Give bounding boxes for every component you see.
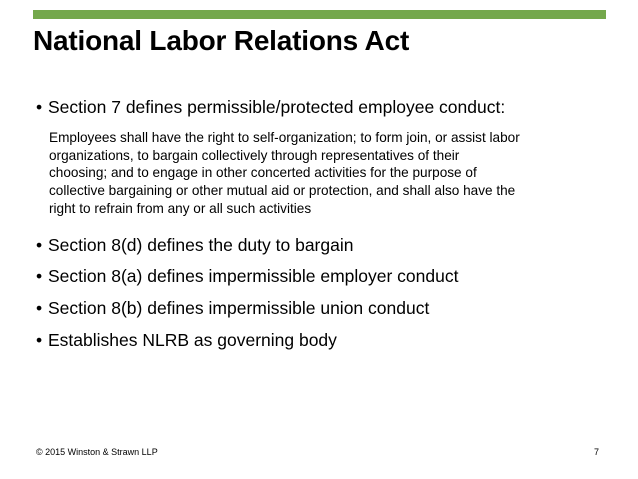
page-number: 7 <box>594 447 600 457</box>
bullet-section-8b <box>36 298 429 318</box>
quote-line: right to refrain from any or all such activities <box>49 200 312 216</box>
bullet-marker: • <box>36 266 43 286</box>
bullet-nlrb <box>36 330 337 350</box>
bullet-marker: • <box>36 235 43 255</box>
slide-title: National Labor Relations Act <box>33 25 410 56</box>
bullet-text: Section 8(b) defines impermissible union conduct <box>48 298 430 318</box>
bullet-text: Establishes NLRB as governing body <box>48 330 337 350</box>
quote-line: organizations, to bargain collectively through representatives of their <box>49 147 460 163</box>
top-accent-bar <box>33 10 606 19</box>
bullet-text: Section 8(d) defines the duty to bargain <box>48 235 354 255</box>
quote-line: collective bargaining or other mutual aid or protection, and shall also have the <box>49 183 516 199</box>
bullet-marker: • <box>36 97 43 117</box>
bullet-section-8d <box>36 235 353 255</box>
bullet-text: Section 8(a) defines impermissible employer conduct <box>48 266 459 286</box>
section-7-quote <box>49 129 614 218</box>
bullet-text: Section 7 defines permissible/protected employee conduct: <box>48 97 506 117</box>
quote-line: choosing; and to engage in other concerted activities for the purpose of <box>49 165 477 181</box>
bullet-marker: • <box>36 330 43 350</box>
bullet-marker: • <box>36 298 43 318</box>
bullet-section-8a <box>36 266 458 286</box>
quote-line: Employees shall have the right to self-organization; to form join, or assist labor <box>49 130 520 145</box>
footer-copyright: © 2015 Winston & Strawn LLP <box>36 447 158 457</box>
bullet-section-7 <box>36 97 505 117</box>
